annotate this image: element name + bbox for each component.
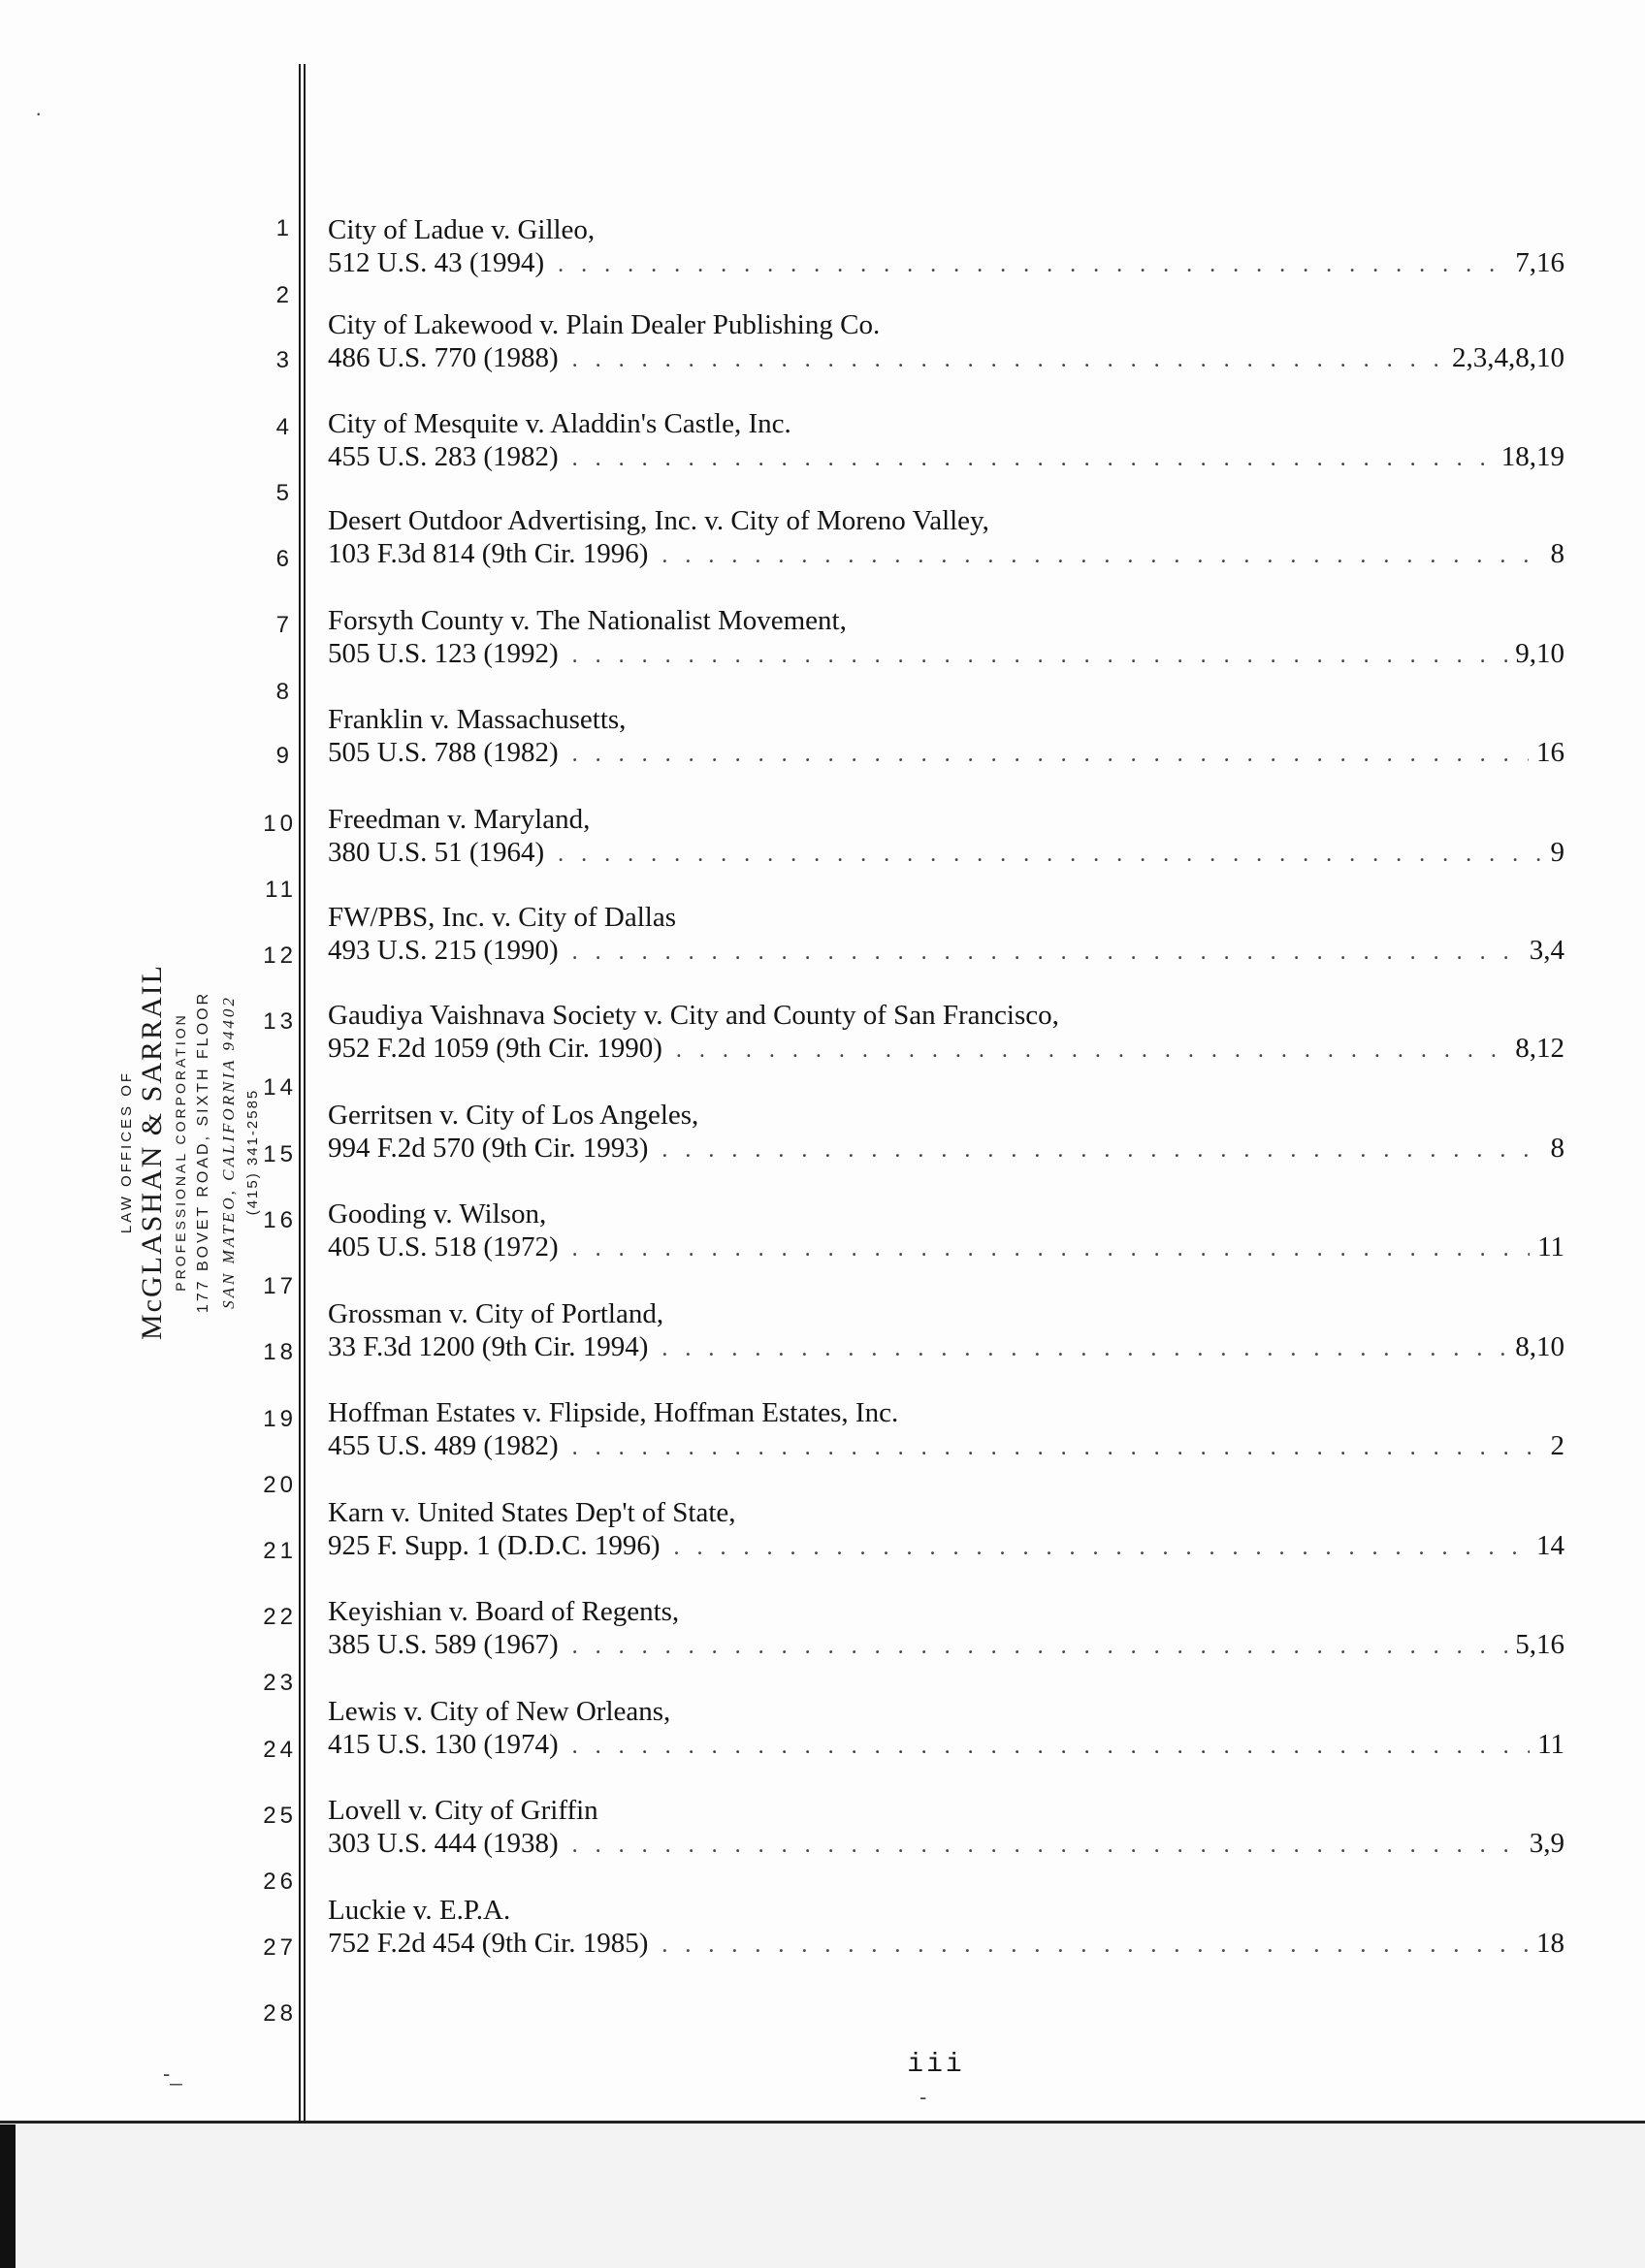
authority-entry [328,1099,1564,1166]
leader-dots [676,1034,1507,1067]
leader-dots [572,442,1494,475]
line-number: 27 [263,1934,297,1961]
scan-speck: · [35,101,43,125]
authority-entry [328,308,1564,376]
line-number: 8 [275,679,293,705]
page-references: 18,19 [1500,441,1564,472]
authority-entry [328,901,1564,969]
case-citation: 455 U.S. 283 (1982) [328,441,559,472]
leader-dots [661,1332,1507,1365]
firm-intro: LAW OFFICES OF [118,1070,135,1234]
line-number: 5 [275,480,293,506]
line-number: 20 [263,1472,297,1498]
case-citation: 994 F.2d 570 (9th Cir. 1993) [328,1133,649,1164]
scanner-background [0,2124,1645,2268]
case-name: Hoffman Estates v. Flipside, Hoffman Estates, Inc. [328,1397,899,1428]
line-number: 13 [263,1008,297,1035]
firm-name: McGLASHAN & SARRAIL [136,964,168,1341]
leader-dots [661,539,1542,572]
case-name: Gerritsen v. City of Los Angeles, [328,1100,699,1131]
case-citation: 380 U.S. 51 (1964) [328,837,545,868]
authority-entry [328,1297,1564,1365]
line-number: 10 [263,811,297,837]
case-citation: 303 U.S. 444 (1938) [328,1828,559,1859]
case-name: Gaudiya Vaishnava Society v. City and County of San Francisco, [328,1000,1059,1031]
line-number: 11 [265,877,297,903]
case-name: City of Mesquite v. Aladdin's Castle, Inc. [328,408,791,439]
authority-entry [328,1496,1564,1564]
case-name: FW/PBS, Inc. v. City of Dallas [328,902,677,933]
authority-entry [328,999,1564,1067]
line-number: 17 [263,1273,297,1299]
firm-corporation: PROFESSIONAL CORPORATION [173,1012,188,1292]
case-name: Luckie v. E.P.A. [328,1895,511,1926]
leader-dots [673,1531,1529,1564]
case-citation: 385 U.S. 589 (1967) [328,1629,559,1660]
page-number: iii [907,2050,965,2080]
case-name: Forsyth County v. The Nationalist Movement, [328,605,847,636]
page-references: 11 [1537,1729,1564,1760]
line-number: 18 [263,1339,297,1365]
authority-entry [328,213,1564,281]
firm-city: SAN MATEO, CALIFORNIA 94402 [219,995,238,1309]
page-references: 5,16 [1515,1629,1564,1660]
line-number: 9 [275,743,293,769]
leader-dots [572,1431,1543,1464]
page-references: 9,10 [1515,638,1564,669]
line-number: 21 [263,1538,297,1564]
case-citation: 455 U.S. 489 (1982) [328,1430,559,1461]
leader-dots [572,343,1444,376]
authority-entry [328,504,1564,572]
case-citation: 103 F.3d 814 (9th Cir. 1996) [328,538,649,569]
page-references: 2,3,4,8,10 [1452,342,1564,373]
authority-entry [328,1695,1564,1763]
case-citation: 415 U.S. 130 (1974) [328,1729,559,1760]
line-number: 23 [263,1670,297,1696]
line-number: 3 [275,347,293,373]
leader-dots [661,1929,1529,1962]
case-citation: 952 F.2d 1059 (9th Cir. 1990) [328,1033,662,1064]
page-references: 14 [1536,1530,1564,1561]
page-references: 8,10 [1515,1331,1564,1362]
authority-entry [328,407,1564,475]
page-references: 8,12 [1515,1033,1564,1064]
leader-dots [572,1232,1530,1265]
case-name: Karn v. United States Dep't of State, [328,1497,736,1528]
scan-speck: -_ [163,2061,182,2086]
page-references: 8 [1550,1133,1564,1164]
page-references: 3,9 [1529,1828,1564,1859]
authority-entry [328,1396,1564,1464]
authority-entry [328,803,1564,871]
case-name: City of Lakewood v. Plain Dealer Publishing Co. [328,309,881,340]
line-number: 2 [275,282,293,308]
leader-dots [558,838,1542,871]
leader-dots [572,639,1508,672]
page-references: 16 [1536,737,1564,768]
case-citation: 405 U.S. 518 (1972) [328,1231,559,1262]
line-number: 7 [275,612,293,638]
authority-entry [328,1894,1564,1962]
case-name: Franklin v. Massachusetts, [328,704,627,735]
case-citation: 505 U.S. 123 (1992) [328,638,559,669]
case-citation: 512 U.S. 43 (1994) [328,247,545,278]
line-number: 6 [275,546,293,572]
page-references: 11 [1537,1231,1564,1262]
leader-dots [572,738,1529,771]
page-references: 9 [1550,837,1564,868]
line-number: 16 [263,1207,297,1233]
line-number: 24 [263,1737,297,1763]
page-references: 2 [1550,1430,1564,1461]
leader-dots [572,1630,1508,1663]
line-number: 4 [275,414,293,440]
line-number: 19 [263,1406,297,1432]
leader-dots [572,1829,1522,1862]
scanner-shadow [0,2124,16,2268]
line-number: 28 [263,2000,297,2027]
case-name: Grossman v. City of Portland, [328,1298,664,1329]
scan-speck: - [919,2085,927,2109]
authority-entry [328,1794,1564,1862]
case-citation: 925 F. Supp. 1 (D.D.C. 1996) [328,1530,661,1561]
case-name: Keyishian v. Board of Regents, [328,1596,680,1627]
leader-dots [558,248,1507,281]
firm-address: 177 BOVET ROAD, SIXTH FLOOR [195,990,211,1314]
line-number: 25 [263,1803,297,1829]
case-name: Gooding v. Wilson, [328,1198,547,1230]
line-number: 15 [263,1141,297,1167]
case-name: Lovell v. City of Griffin [328,1795,598,1826]
case-name: Lewis v. City of New Orleans, [328,1696,671,1727]
case-citation: 505 U.S. 788 (1982) [328,737,559,768]
case-name: Freedman v. Maryland, [328,804,591,835]
line-number: 14 [263,1074,297,1101]
authority-entry [328,1198,1564,1265]
case-citation: 752 F.2d 454 (9th Cir. 1985) [328,1928,649,1959]
leader-dots [572,936,1522,969]
leader-dots [661,1134,1542,1166]
case-name: City of Ladue v. Gilleo, [328,214,596,245]
case-citation: 493 U.S. 215 (1990) [328,935,559,966]
line-number: 26 [263,1869,297,1895]
authority-entry [328,1595,1564,1663]
case-citation: 33 F.3d 1200 (9th Cir. 1994) [328,1331,649,1362]
firm-phone: (415) 341-2585 [244,1088,261,1216]
line-number: 1 [275,215,293,241]
case-name: Desert Outdoor Advertising, Inc. v. City of Moreno Valley, [328,505,989,536]
page-references: 3,4 [1529,935,1564,966]
line-number: 22 [263,1604,297,1630]
leader-dots [572,1730,1530,1763]
page-references: 8 [1550,538,1564,569]
authority-entry [328,703,1564,771]
page-references: 18 [1536,1928,1564,1959]
case-citation: 486 U.S. 770 (1988) [328,342,559,373]
page-references: 7,16 [1515,247,1564,278]
authority-entry [328,604,1564,672]
line-number: 12 [263,942,297,969]
